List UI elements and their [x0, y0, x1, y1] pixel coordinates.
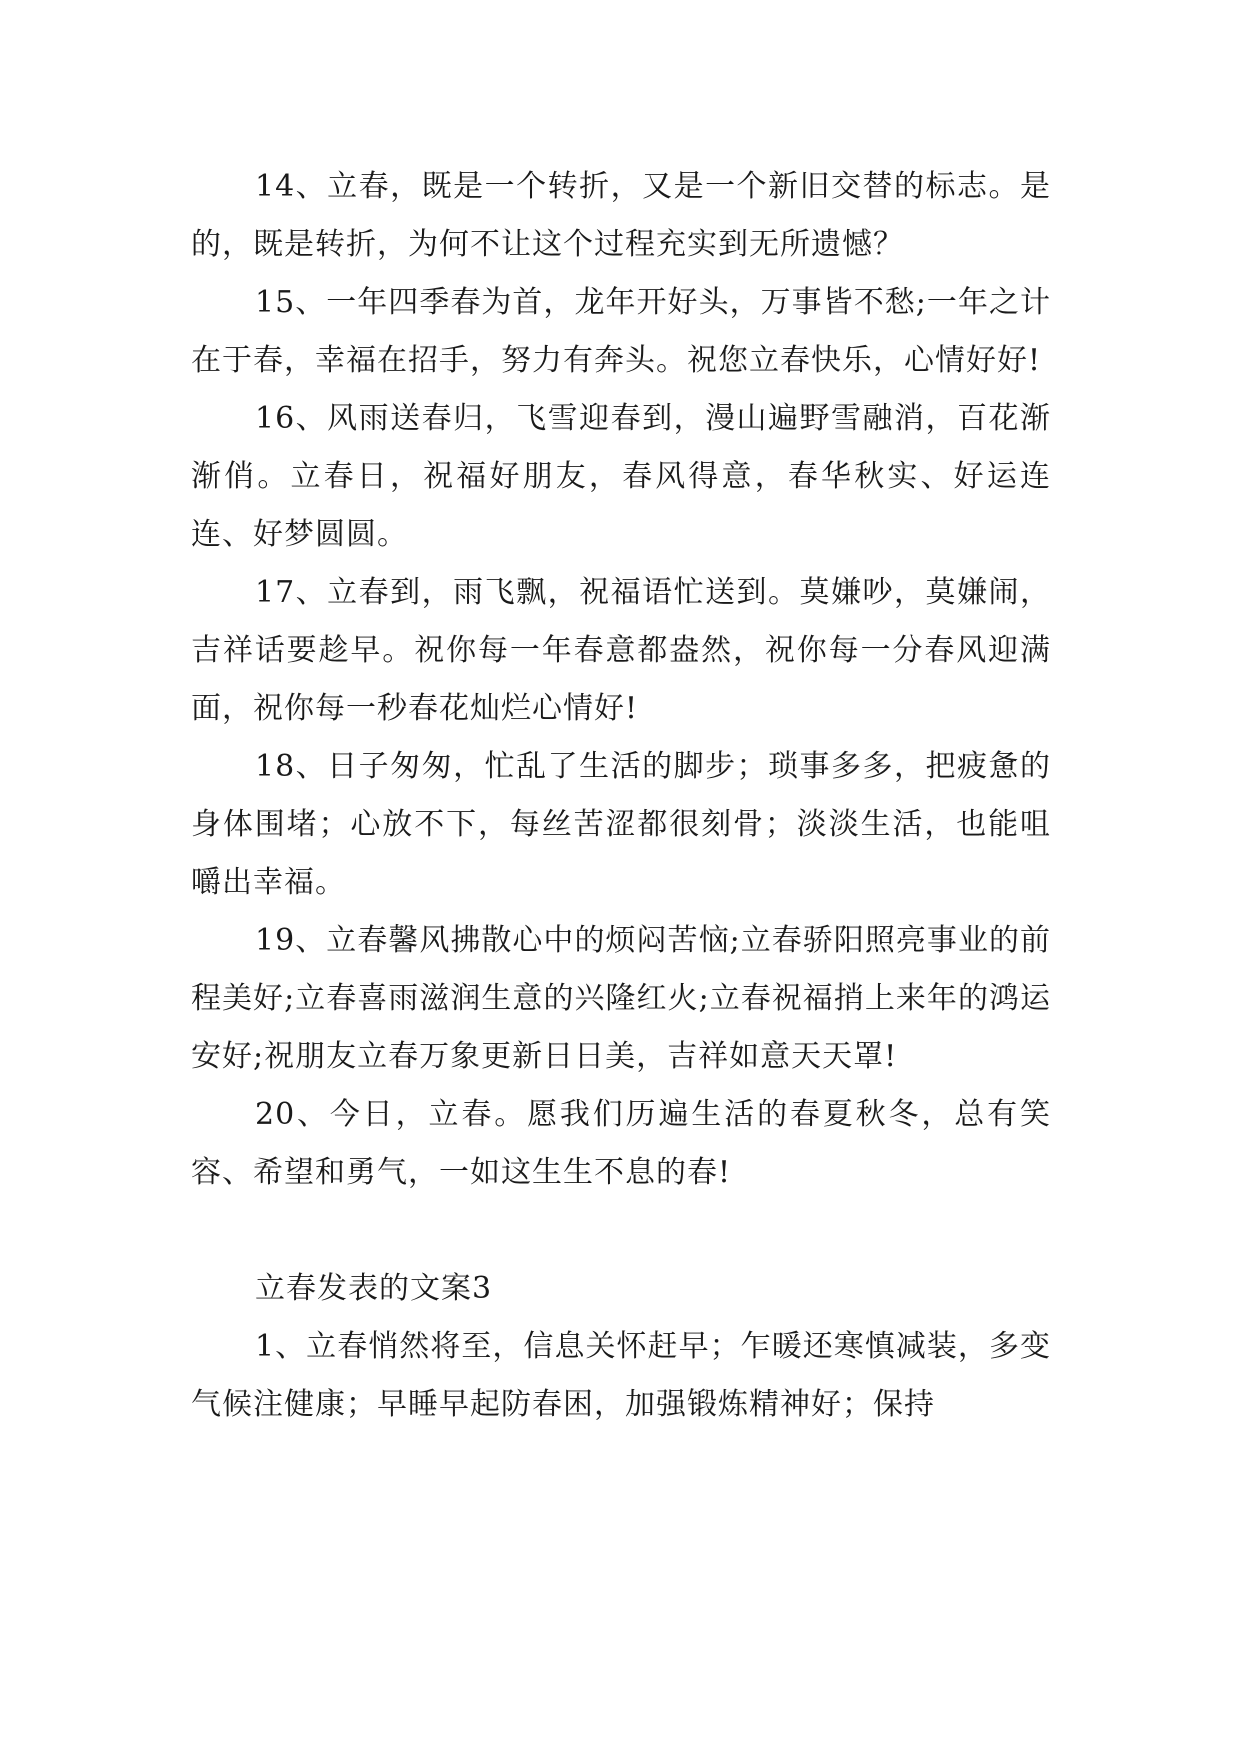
- paragraph-14: 14、立春，既是一个转折，又是一个新旧交替的标志。是的，既是转折，为何不让这个过程充实到无所遗憾？: [191, 169, 1051, 262]
- document-body: [191, 158, 1051, 1434]
- paragraph-16: 16、风雨送春归，飞雪迎春到，漫山遍野雪融消，百花渐渐俏。立春日，祝福好朋友，春风得意，春华秋实、好运连连、好梦圆圆。: [191, 401, 1051, 552]
- paragraph-15: 15、一年四季春为首，龙年开好头，万事皆不愁;一年之计在于春，幸福在招手，努力有奔头。祝您立春快乐，心情好好!: [191, 285, 1051, 378]
- paragraph-1: 1、立春悄然将至，信息关怀赶早；乍暖还寒慎减装，多变气候注健康；早睡早起防春困，加强锻炼精神好；保持: [191, 1329, 1051, 1422]
- paragraph-20: 20、今日，立春。愿我们历遍生活的春夏秋冬，总有笑容、希望和勇气，一如这生生不息的春!: [191, 1097, 1051, 1190]
- paragraph-17: 17、立春到，雨飞飘，祝福语忙送到。莫嫌吵，莫嫌闹，吉祥话要趁早。祝你每一年春意都盎然，祝你每一分春风迎满面，祝你每一秒春花灿烂心情好!: [191, 575, 1051, 726]
- paragraph-19: 19、立春馨风拂散心中的烦闷苦恼;立春骄阳照亮事业的前程美好;立春喜雨滋润生意的兴隆红火;立春祝福捎上来年的鸿运安好;祝朋友立春万象更新日日美，吉祥如意天天罩!: [191, 923, 1051, 1074]
- section-title: 立春发表的文案3: [255, 1271, 493, 1306]
- paragraph-18: 18、日子匆匆，忙乱了生活的脚步；琐事多多，把疲惫的身体围堵；心放不下，每丝苦涩都很刻骨；淡淡生活，也能咀嚼出幸福。: [191, 749, 1051, 900]
